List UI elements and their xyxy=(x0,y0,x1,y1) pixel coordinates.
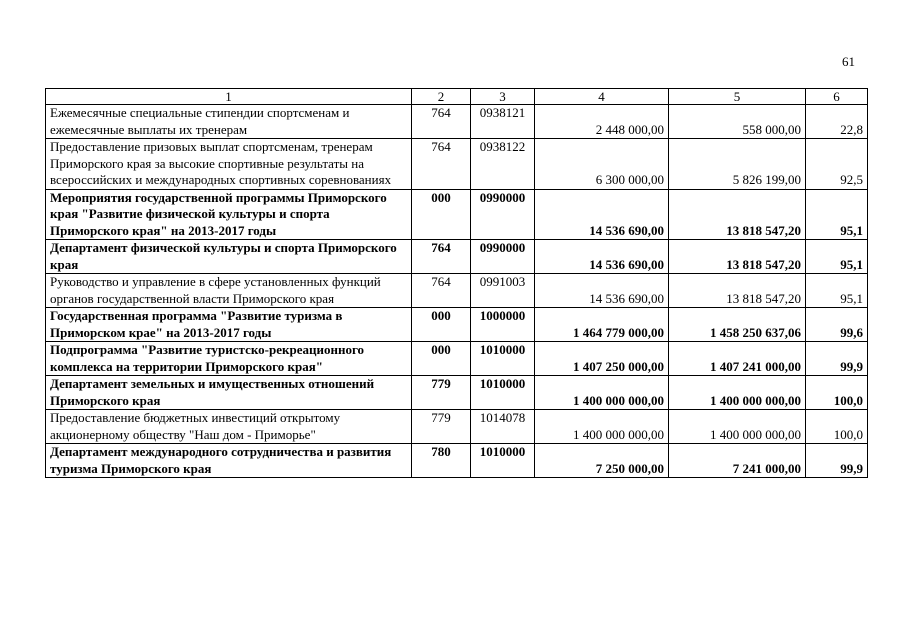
row-fact-cell: 13 818 547,20 xyxy=(669,189,806,240)
table-row xyxy=(46,342,868,376)
row-plan-cell: 1 400 000 000,00 xyxy=(535,376,669,410)
header-cell: 6 xyxy=(806,89,868,105)
row-code-cell: 1010000 xyxy=(471,376,535,410)
row-percent-cell: 95,1 xyxy=(806,274,868,308)
row-plan-cell: 14 536 690,00 xyxy=(535,240,669,274)
row-fact-cell: 13 818 547,20 xyxy=(669,240,806,274)
row-code-cell: 779 xyxy=(412,376,471,410)
row-name-cell: Предоставление бюджетных инвестиций открытому акционерному обществу "Наш дом - Приморье" xyxy=(46,410,412,444)
table-body xyxy=(46,105,868,478)
row-fact-cell: 1 400 000 000,00 xyxy=(669,376,806,410)
row-name-cell: Предоставление призовых выплат спортсменам, тренерам Приморского края за высокие спортивные результаты на всероссийских и международных спортивных соревнованиях xyxy=(46,139,412,190)
row-code-cell: 0990000 xyxy=(471,240,535,274)
row-percent-cell: 99,9 xyxy=(806,342,868,376)
row-code-cell: 0938122 xyxy=(471,139,535,190)
row-percent-cell: 100,0 xyxy=(806,410,868,444)
row-code-cell: 764 xyxy=(412,240,471,274)
row-plan-cell: 7 250 000,00 xyxy=(535,444,669,478)
row-fact-cell: 13 818 547,20 xyxy=(669,274,806,308)
row-percent-cell: 100,0 xyxy=(806,376,868,410)
table-row xyxy=(46,376,868,410)
table-row xyxy=(46,410,868,444)
row-code-cell: 780 xyxy=(412,444,471,478)
header-cell: 2 xyxy=(412,89,471,105)
row-code-cell: 000 xyxy=(412,189,471,240)
row-code-cell: 1010000 xyxy=(471,444,535,478)
row-fact-cell: 1 458 250 637,06 xyxy=(669,308,806,342)
row-name-cell: Департамент земельных и имущественных отношений Приморского края xyxy=(46,376,412,410)
row-fact-cell: 5 826 199,00 xyxy=(669,139,806,190)
table-row xyxy=(46,444,868,478)
row-code-cell: 764 xyxy=(412,274,471,308)
row-code-cell: 1014078 xyxy=(471,410,535,444)
row-plan-cell: 1 464 779 000,00 xyxy=(535,308,669,342)
row-fact-cell: 7 241 000,00 xyxy=(669,444,806,478)
row-code-cell: 764 xyxy=(412,139,471,190)
row-code-cell: 000 xyxy=(412,308,471,342)
row-percent-cell: 99,9 xyxy=(806,444,868,478)
header-cell: 5 xyxy=(669,89,806,105)
table-row xyxy=(46,189,868,240)
header-row xyxy=(46,89,868,105)
row-percent-cell: 99,6 xyxy=(806,308,868,342)
row-fact-cell: 558 000,00 xyxy=(669,105,806,139)
row-plan-cell: 2 448 000,00 xyxy=(535,105,669,139)
row-plan-cell: 14 536 690,00 xyxy=(535,189,669,240)
table-row xyxy=(46,105,868,139)
budget-table xyxy=(45,88,868,478)
table-row xyxy=(46,139,868,190)
table-row xyxy=(46,274,868,308)
header-cell: 1 xyxy=(46,89,412,105)
row-code-cell: 0991003 xyxy=(471,274,535,308)
row-code-cell: 000 xyxy=(412,342,471,376)
table-row xyxy=(46,240,868,274)
row-name-cell: Руководство и управление в сфере установленных функций органов государственной власти Приморского края xyxy=(46,274,412,308)
row-name-cell: Департамент физической культуры и спорта Приморского края xyxy=(46,240,412,274)
row-plan-cell: 1 407 250 000,00 xyxy=(535,342,669,376)
row-code-cell: 1010000 xyxy=(471,342,535,376)
row-name-cell: Подпрограмма "Развитие туристско-рекреационного комплекса на территории Приморского края" xyxy=(46,342,412,376)
row-plan-cell: 14 536 690,00 xyxy=(535,274,669,308)
page-number: 61 xyxy=(842,54,855,69)
header-cell: 4 xyxy=(535,89,669,105)
row-code-cell: 0938121 xyxy=(471,105,535,139)
row-percent-cell: 95,1 xyxy=(806,189,868,240)
row-percent-cell: 95,1 xyxy=(806,240,868,274)
row-code-cell: 779 xyxy=(412,410,471,444)
row-name-cell: Ежемесячные специальные стипендии спортсменам и ежемесячные выплаты их тренерам xyxy=(46,105,412,139)
row-plan-cell: 1 400 000 000,00 xyxy=(535,410,669,444)
row-name-cell: Государственная программа "Развитие туризма в Приморском крае" на 2013-2017 годы xyxy=(46,308,412,342)
row-code-cell: 0990000 xyxy=(471,189,535,240)
row-fact-cell: 1 407 241 000,00 xyxy=(669,342,806,376)
row-name-cell: Мероприятия государственной программы Приморского края "Развитие физической культуры и спорта Приморского края" на 2013-2017 годы xyxy=(46,189,412,240)
row-fact-cell: 1 400 000 000,00 xyxy=(669,410,806,444)
row-code-cell: 1000000 xyxy=(471,308,535,342)
table-row xyxy=(46,308,868,342)
row-name-cell: Департамент международного сотрудничества и развития туризма Приморского края xyxy=(46,444,412,478)
row-percent-cell: 92,5 xyxy=(806,139,868,190)
header-cell: 3 xyxy=(471,89,535,105)
row-code-cell: 764 xyxy=(412,105,471,139)
row-percent-cell: 22,8 xyxy=(806,105,868,139)
row-plan-cell: 6 300 000,00 xyxy=(535,139,669,190)
